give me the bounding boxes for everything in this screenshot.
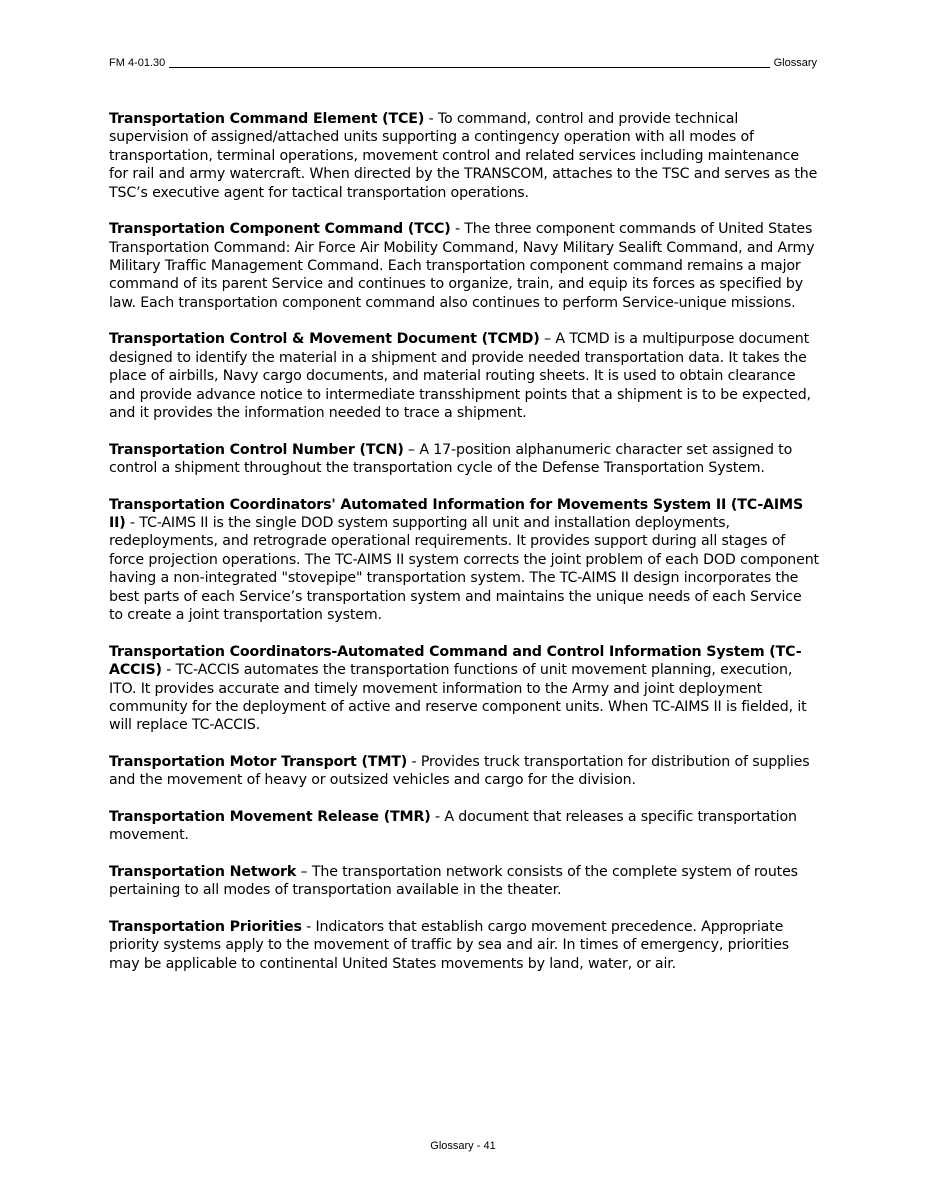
- glossary-entry: [109, 496, 819, 625]
- glossary-term: Transportation Movement Release (TMR): [109, 808, 431, 825]
- glossary-term: Transportation Control Number (TCN): [109, 441, 404, 458]
- glossary-definition: - A document that releases a specific transportation movement.: [109, 808, 797, 844]
- glossary-entry: [109, 330, 819, 422]
- glossary-entry: [109, 918, 819, 973]
- glossary-term: Transportation Control & Movement Document (TCMD): [109, 331, 540, 348]
- glossary-entry: [109, 643, 819, 735]
- glossary-entries: [109, 110, 819, 991]
- glossary-definition: - The three component commands of United States Transportation Command: Air Force Air Mobility Command, Navy Military Sealift Command, and Army Military Traffic Management Command. Each transportation component command remains a major command of its parent Service and continues to organize, train, and equip its forces as specified by law. Each transportation component command also continues to perform Service-unique missions.: [109, 221, 815, 311]
- glossary-term: Transportation Command Element (TCE): [109, 111, 425, 127]
- glossary-definition: - TC-ACCIS automates the transportation functions of unit movement planning, execution, ITO. It provides accurate and timely movement information to the Army and joint deployment community for the deployment of active and reserve component units. When TC-AIMS II is fielded, it will replace TC-ACCIS.: [109, 662, 807, 734]
- glossary-definition: - TC-AIMS II is the single DOD system supporting all unit and installation deployments, redeployments, and retrograde operational requirements. It provides support during all stages of force projection operations. The TC-AIMS II system corrects the joint problem of each DOD component having a non-integrated "stovepipe" transportation system. The TC-AIMS II design incorporates the best parts of each Service’s transportation system and maintains the unique needs of each Service to create a joint transportation system.: [109, 515, 819, 624]
- page-footer: [0, 1140, 926, 1153]
- glossary-term: Transportation Coordinators-Automated Command and Control Information System (TC-ACCIS): [109, 643, 802, 679]
- page-number: Glossary - 41: [430, 1140, 496, 1152]
- glossary-term: Transportation Network: [109, 863, 297, 880]
- glossary-definition: – A 17-position alphanumeric character set assigned to control a shipment throughout the transportation cycle of the Defense Transportation System.: [109, 441, 793, 477]
- header-section-title: Glossary: [773, 57, 817, 69]
- glossary-term: Transportation Coordinators' Automated Information for Movements System II (TC-AIMS II): [109, 496, 804, 532]
- glossary-definition: - Indicators that establish cargo movement precedence. Appropriate priority systems apply to the movement of traffic by sea and air. In times of emergency, priorities may be applicable to continental United States movements by land, water, or air.: [109, 918, 790, 972]
- glossary-term: Transportation Component Command (TCC): [109, 221, 451, 238]
- glossary-definition: – A TCMD is a multipurpose document designed to identify the material in a shipment and provide needed transportation data. It takes the place of airbills, Navy cargo documents, and material routing sheets. It is used to obtain clearance and provide advance notice to intermediate transshipment points that a shipment is to be expected, and it provides the information needed to trace a shipment.: [109, 331, 811, 422]
- glossary-term: Transportation Motor Transport (TMT): [109, 753, 408, 770]
- glossary-entry: [109, 753, 819, 790]
- glossary-entry: [109, 220, 819, 312]
- header-rule: [169, 67, 769, 68]
- glossary-entry: [109, 441, 819, 478]
- glossary-definition: - Provides truck transportation for distribution of supplies and the movement of heavy or outsized vehicles and cargo for the division.: [109, 753, 810, 789]
- running-header: [109, 54, 817, 70]
- header-document-number: FM 4-01.30: [109, 57, 166, 69]
- glossary-entry: [109, 110, 819, 202]
- glossary-entry: [109, 863, 819, 900]
- glossary-definition: – The transportation network consists of the complete system of routes pertaining to all modes of transportation available in the theater.: [109, 863, 798, 899]
- glossary-entry: [109, 808, 819, 845]
- glossary-term: Transportation Priorities: [109, 918, 302, 935]
- glossary-definition: - To command, control and provide technical supervision of assigned/attached units supporting a contingency operation with all modes of transportation, terminal operations, movement control and related services including maintenance for rail and army watercraft. When directed by the TRANSCOM, attaches to the TSC and serves as the TSC’s executive agent for tactical transportation operations.: [109, 111, 818, 201]
